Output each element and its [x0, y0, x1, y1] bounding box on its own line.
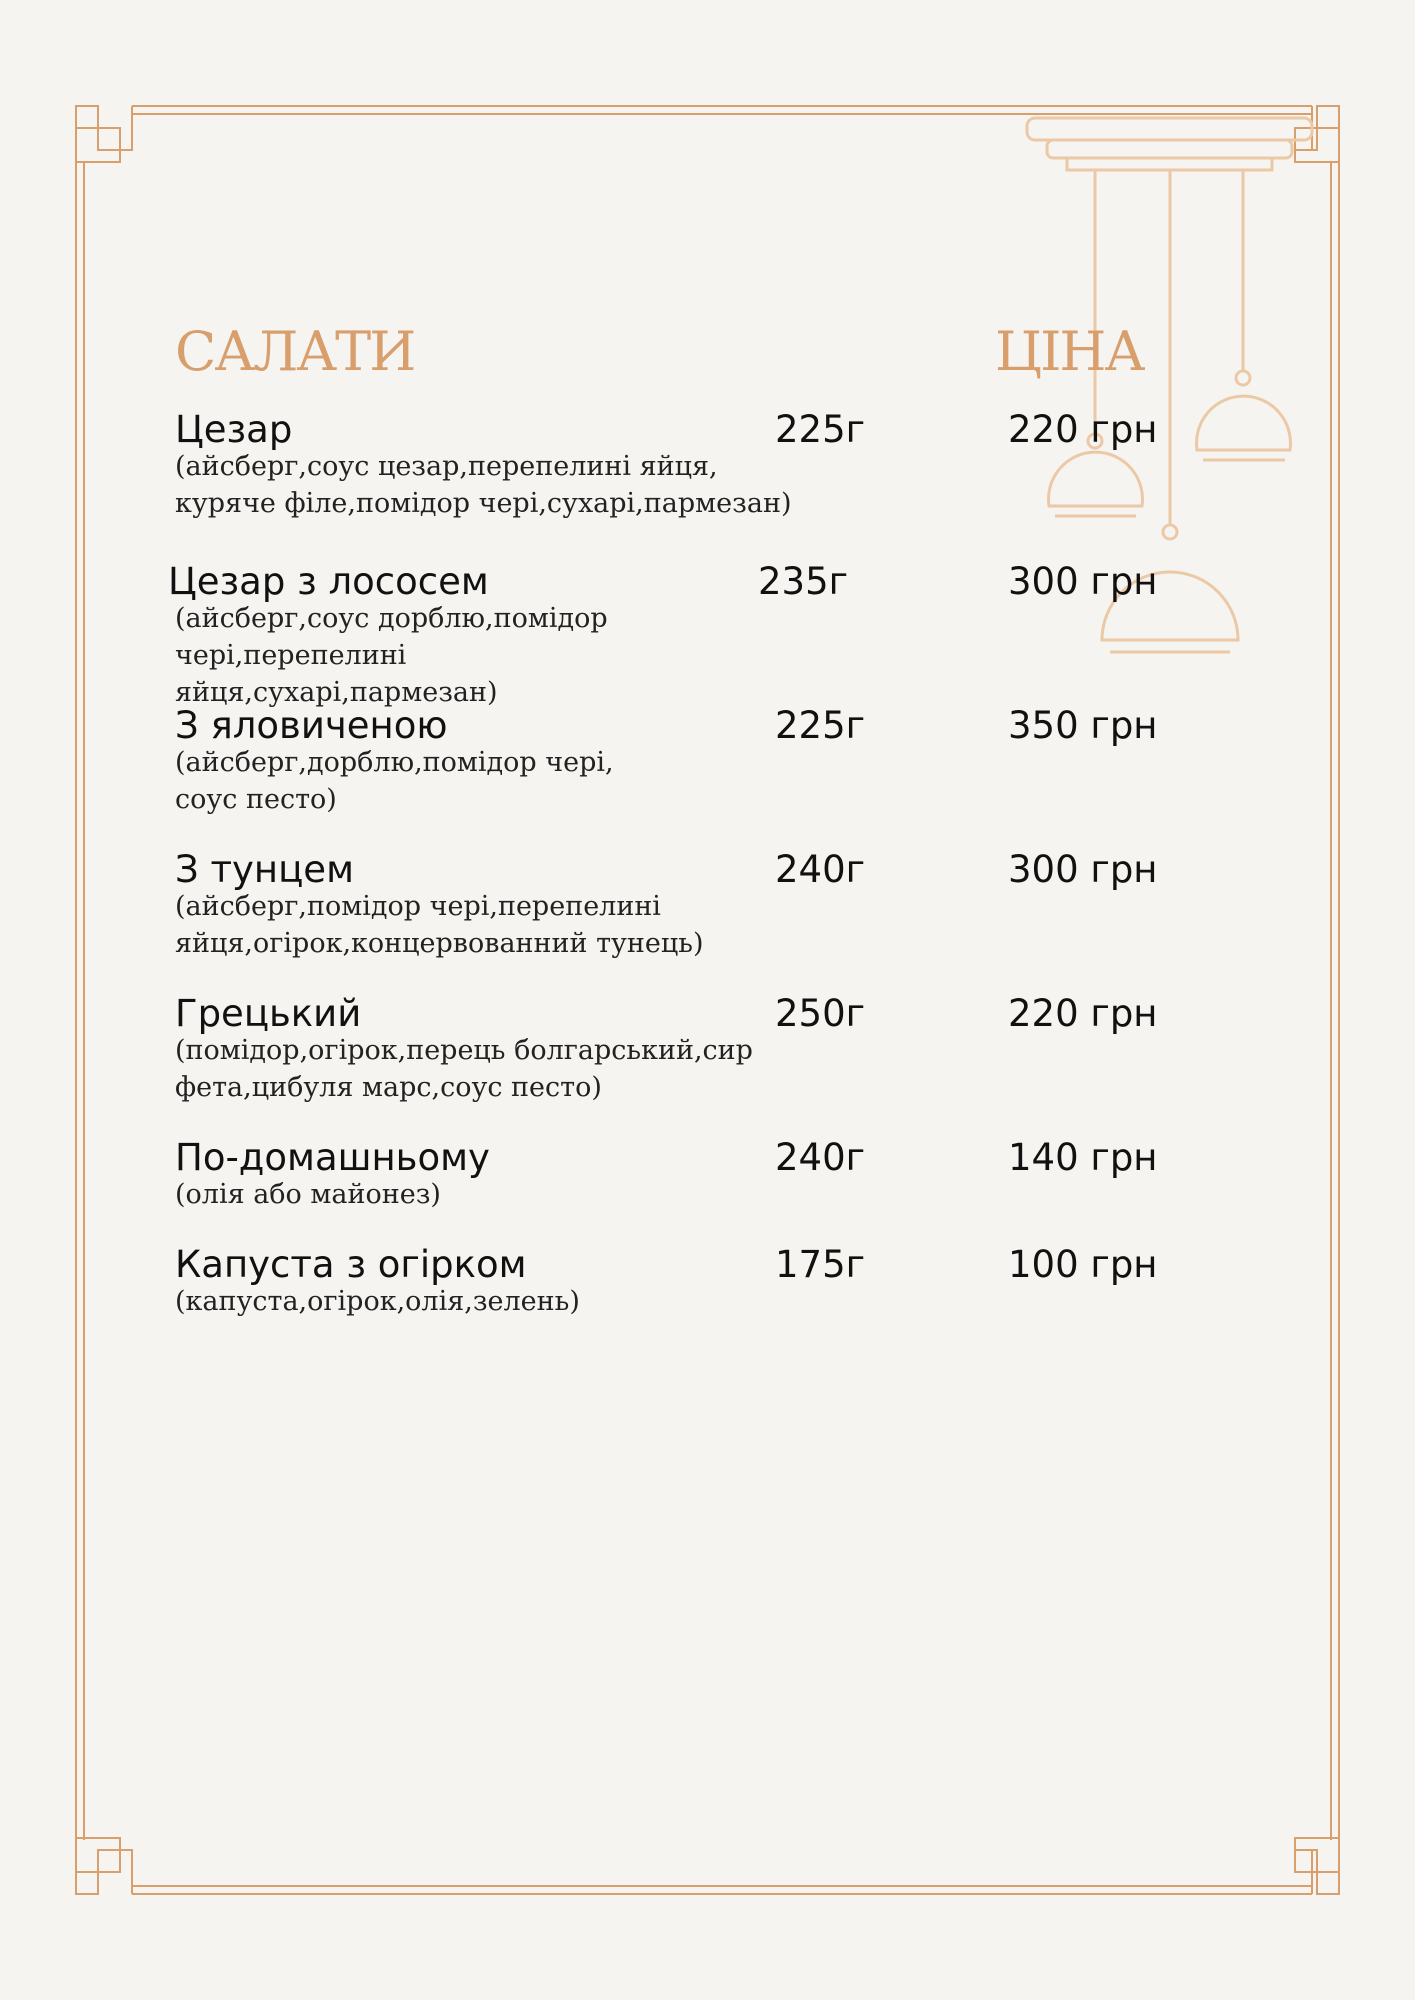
item-description: (айсберг,соус дорблю,помідор чері,перепелині яйця,сухарі,пармезан): [175, 603, 608, 708]
item-description: (олія або майонез): [175, 1179, 441, 1210]
item-description: (капуста,огірок,олія,зелень): [175, 1286, 580, 1317]
item-name: Цезар: [175, 408, 293, 451]
item-weight: 235г: [758, 560, 849, 603]
item-name: Капуста з огірком: [175, 1243, 527, 1286]
item-price: 220 грн: [1008, 992, 1158, 1035]
item-description: (айсберг,помідор чері,перепелині яйця,огірок,концервованний тунець): [175, 891, 704, 959]
item-name: З яловиченою: [175, 704, 448, 747]
item-weight: 225г: [775, 704, 866, 747]
item-weight: 250г: [775, 992, 866, 1035]
section-title: САЛАТИ: [175, 320, 415, 383]
item-price: 100 грн: [1008, 1243, 1158, 1286]
item-price: 220 грн: [1008, 408, 1158, 451]
item-weight: 175г: [775, 1243, 866, 1286]
item-name: Грецький: [175, 992, 362, 1035]
item-description: (помідор,огірок,перець болгарський,сир фета,цибуля марс,соус песто): [175, 1035, 753, 1103]
price-column-title: ЦІНА: [995, 320, 1144, 383]
item-weight: 240г: [775, 848, 866, 891]
item-price: 300 грн: [1008, 848, 1158, 891]
item-name: Цезар з лососем: [168, 560, 489, 603]
item-weight: 225г: [775, 408, 866, 451]
item-price: 300 грн: [1008, 560, 1158, 603]
item-description: (айсберг,дорблю,помідор чері, соус песто): [175, 747, 614, 815]
item-name: З тунцем: [175, 848, 354, 891]
item-price: 140 грн: [1008, 1136, 1158, 1179]
item-weight: 240г: [775, 1136, 866, 1179]
item-name: По-домашньому: [175, 1136, 490, 1179]
item-description: (айсберг,соус цезар,перепелині яйця, куряче філе,помідор чері,сухарі,пармезан): [175, 451, 792, 519]
item-price: 350 грн: [1008, 704, 1158, 747]
